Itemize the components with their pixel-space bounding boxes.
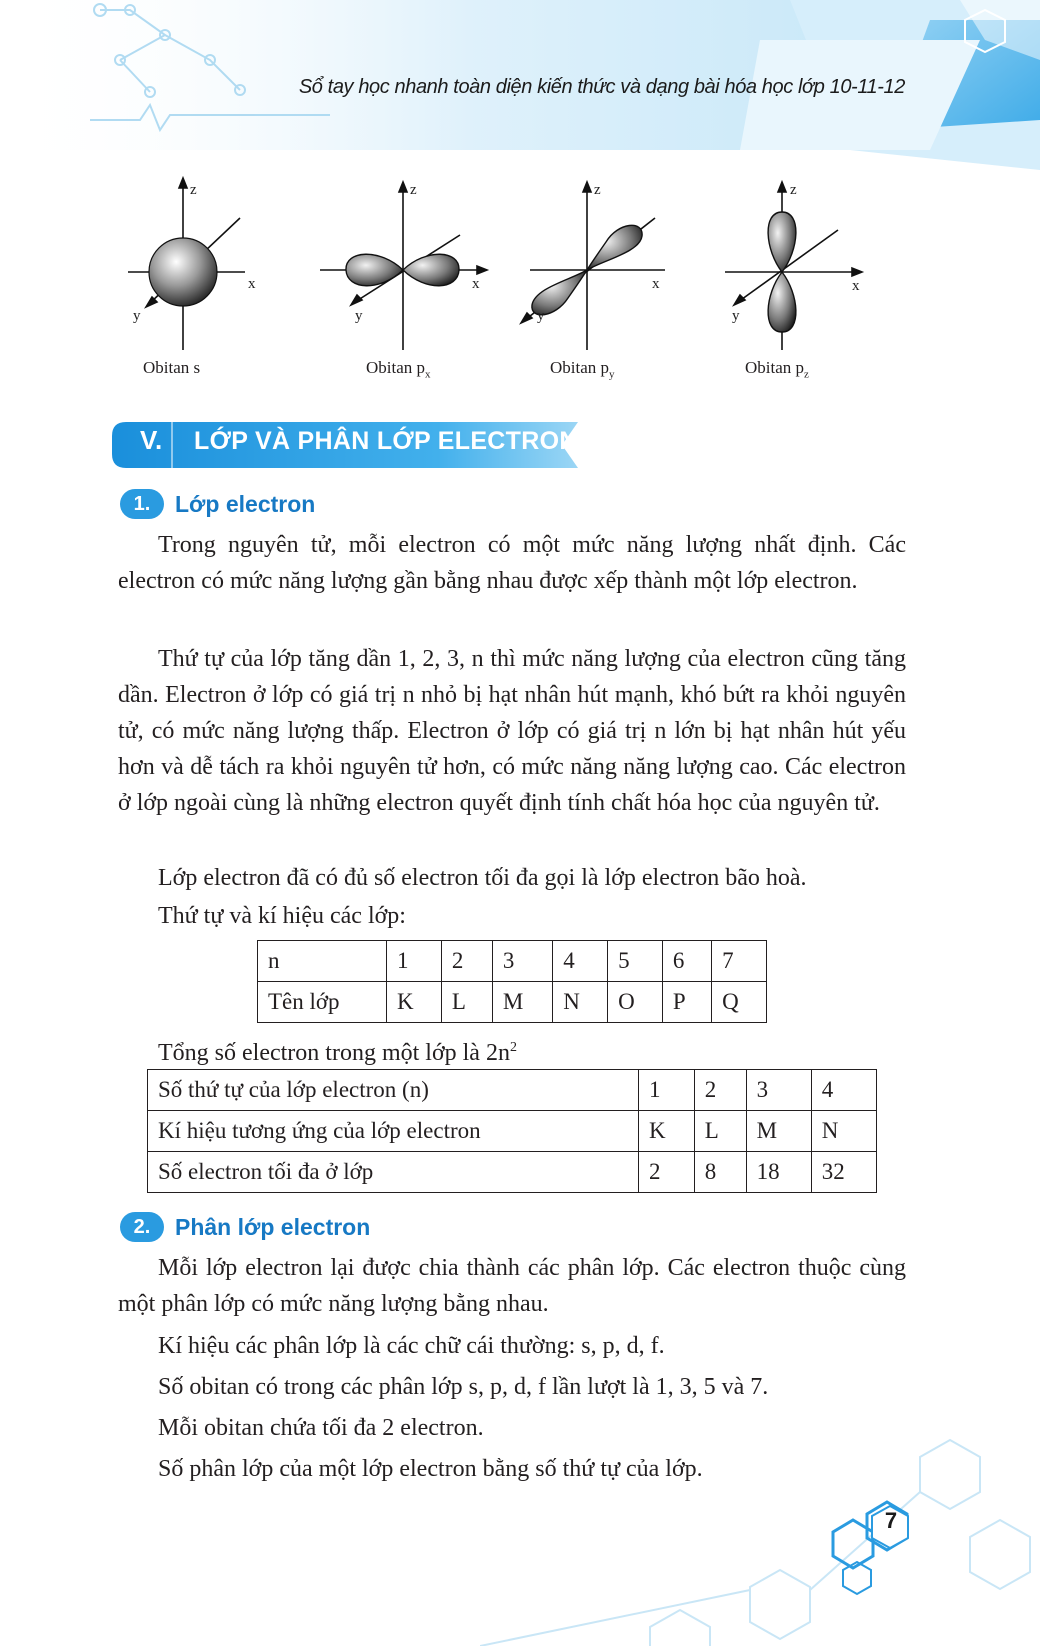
axis-label-x: x	[248, 276, 256, 292]
table-cell: 5	[608, 941, 663, 982]
orbital-caption-pz: Obitan $p_z$	[745, 358, 809, 381]
paragraph-1: Trong nguyên tử, mỗi electron có một mức năng lượng nhất định. Các electron có mức năng lượng gần bằng nhau được xếp thành một lớp electron.	[118, 532, 906, 594]
paragraph-8: Mỗi obitan chứa tối đa 2 electron.	[158, 1415, 484, 1441]
table-cell: Số thứ tự của lớp electron (n)	[148, 1070, 639, 1111]
table-row	[148, 1152, 877, 1193]
shell-capacity-table	[147, 1069, 877, 1193]
table-cell: Số electron tối đa ở lớp	[148, 1152, 639, 1193]
table-cell: Kí hiệu tương ứng của lớp electron	[148, 1111, 639, 1152]
table-cell: 18	[746, 1152, 811, 1193]
axis-label-z: z	[190, 182, 197, 198]
table-cell: Tên lớp	[258, 982, 387, 1023]
table-cell: L	[441, 982, 492, 1023]
table-cell: Q	[712, 982, 767, 1023]
table-cell: N	[811, 1111, 876, 1152]
table-cell: N	[553, 982, 608, 1023]
subsection-1-badge: 1.	[120, 489, 164, 519]
table-cell: M	[492, 982, 552, 1023]
table-cell: 4	[811, 1070, 876, 1111]
table-cell: P	[662, 982, 711, 1023]
table-cell: 4	[553, 941, 608, 982]
section-number: V.	[140, 425, 163, 455]
subsection-1-title: Lớp electron	[175, 491, 316, 517]
paragraph-7: Số obitan có trong các phân lớp s, p, d, f lần lượt là 1, 3, 5 và 7.	[158, 1374, 769, 1400]
subsection-2-title: Phân lớp electron	[175, 1214, 371, 1240]
total-electrons-line: Tổng số electron trong một lớp là $2n^2$	[158, 1040, 517, 1066]
paragraph-2: Thứ tự của lớp tăng dần 1, 2, 3, n thì mức năng lượng của electron cũng tăng dần. Electron ở lớp có giá trị n nhỏ bị hạt nhân hút mạnh, khó bứt ra khỏi nguyên tử, có mức năng lượng thấp. Electron ở lớp có giá trị n lớn bị hạt nhân hút yếu hơn và dễ tách ra khỏi nguyên tử hơn, có mức năng năng lượng cao. Các electron ở lớp ngoài cùng là những electron quyết định tính chất hóa học của nguyên tử.	[118, 646, 906, 816]
table-cell: 3	[746, 1070, 811, 1111]
table-cell: 32	[811, 1152, 876, 1193]
orbital-figures	[0, 170, 1040, 360]
table-cell: 1	[387, 941, 442, 982]
table-row	[148, 1111, 877, 1152]
axis-label-y: y	[732, 308, 740, 324]
axis-label-z: z	[410, 182, 417, 198]
table-cell: 6	[662, 941, 711, 982]
orbital-caption-px: Obitan $p_x$	[366, 358, 431, 381]
table-cell: K	[639, 1111, 695, 1152]
table-cell: 3	[492, 941, 552, 982]
table-cell: M	[746, 1111, 811, 1152]
table-row	[258, 941, 767, 982]
paragraph-3: Lớp electron đã có đủ số electron tối đa gọi là lớp electron bão hoà.	[158, 865, 807, 891]
table-cell: K	[387, 982, 442, 1023]
table-cell: 2	[639, 1152, 695, 1193]
table-row	[148, 1070, 877, 1111]
shell-names-table	[257, 940, 767, 1023]
table-row	[258, 982, 767, 1023]
header-title: Sổ tay học nhanh toàn diện kiến thức và dạng bài hóa học lớp 10-11-12	[298, 76, 905, 98]
page-number: 7	[884, 1508, 898, 1533]
orbital-px-figure	[320, 182, 487, 350]
orbital-caption-py: Obitan $p_y$	[550, 358, 615, 381]
axis-label-x: x	[652, 276, 660, 292]
subsection-2-badge: 2.	[120, 1212, 164, 1242]
table-cell: n	[258, 941, 387, 982]
table-cell: 2	[694, 1070, 746, 1111]
table-cell: 2	[441, 941, 492, 982]
axis-label-x: x	[472, 276, 480, 292]
orbital-caption-s: Obitan s	[143, 358, 201, 377]
paragraph-4: Thứ tự và kí hiệu các lớp:	[158, 903, 406, 929]
axis-label-z: z	[790, 182, 797, 198]
axis-label-y: y	[537, 308, 545, 324]
table-cell: L	[694, 1111, 746, 1152]
axis-label-z: z	[594, 182, 601, 198]
paragraph-9: Số phân lớp của một lớp electron bằng số thứ tự của lớp.	[158, 1456, 703, 1482]
axis-label-x: x	[852, 278, 860, 294]
footer-decoration	[480, 1420, 1040, 1646]
axis-label-y: y	[355, 308, 363, 324]
section-title: LỚP VÀ PHÂN LỚP ELECTRON	[194, 427, 578, 455]
table-cell: 7	[712, 941, 767, 982]
axis-label-y: y	[133, 308, 141, 324]
paragraph-5: Mỗi lớp electron lại được chia thành các phân lớp. Các electron thuộc cùng một phân lớp có mức năng lượng bằng nhau.	[118, 1255, 906, 1317]
table-cell: O	[608, 982, 663, 1023]
paragraph-6: Kí hiệu các phân lớp là các chữ cái thường: s, p, d, f.	[158, 1333, 665, 1359]
table-cell: 1	[639, 1070, 695, 1111]
table-cell: 8	[694, 1152, 746, 1193]
